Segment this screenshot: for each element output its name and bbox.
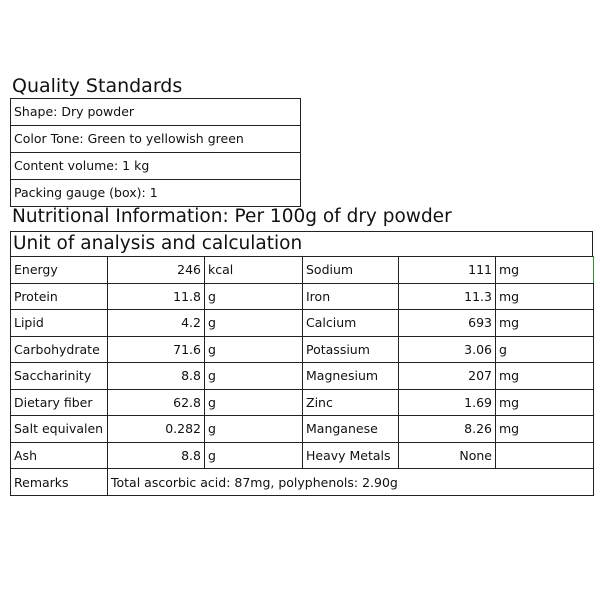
remarks-row bbox=[11, 469, 594, 496]
nutritional-information-title: Nutritional Information: Per 100g of dry powder bbox=[12, 206, 452, 227]
nutrient-value: 8.8 bbox=[108, 363, 205, 390]
nutrient-name: Manganese bbox=[303, 416, 399, 443]
table-row bbox=[11, 283, 594, 310]
remarks-text: Total ascorbic acid: 87mg, polyphenols: 2.90g bbox=[108, 469, 594, 496]
nutrient-name: Potassium bbox=[303, 336, 399, 363]
table-row bbox=[11, 126, 301, 153]
nutrient-unit: kcal bbox=[205, 257, 303, 284]
nutrient-name: Salt equivalen bbox=[11, 416, 108, 443]
nutrient-name: Saccharinity bbox=[11, 363, 108, 390]
table-row bbox=[11, 310, 594, 337]
nutrient-unit: mg bbox=[496, 257, 594, 284]
nutrient-unit: mg bbox=[496, 416, 594, 443]
nutrient-value: 246 bbox=[108, 257, 205, 284]
table-row bbox=[11, 99, 301, 126]
nutrient-value: 207 bbox=[399, 363, 496, 390]
nutrient-name: Magnesium bbox=[303, 363, 399, 390]
quality-color-tone: Color Tone: Green to yellowish green bbox=[11, 126, 301, 153]
nutrient-name: Sodium bbox=[303, 257, 399, 284]
nutrient-value: 62.8 bbox=[108, 389, 205, 416]
nutrient-value: 4.2 bbox=[108, 310, 205, 337]
table-row bbox=[11, 180, 301, 207]
table-row bbox=[11, 416, 594, 443]
nutrient-unit bbox=[496, 442, 594, 469]
table-row bbox=[11, 442, 594, 469]
quality-content-volume: Content volume: 1 kg bbox=[11, 153, 301, 180]
table-row bbox=[11, 336, 594, 363]
nutrient-value: 3.06 bbox=[399, 336, 496, 363]
nutrient-unit: g bbox=[205, 363, 303, 390]
table-row bbox=[11, 257, 594, 284]
quality-shape: Shape: Dry powder bbox=[11, 99, 301, 126]
table-row bbox=[11, 363, 594, 390]
quality-standards-table bbox=[10, 98, 301, 207]
remarks-label: Remarks bbox=[11, 469, 108, 496]
nutrient-unit: mg bbox=[496, 389, 594, 416]
nutrient-value: 693 bbox=[399, 310, 496, 337]
nutrition-table bbox=[10, 256, 594, 496]
nutrient-name: Zinc bbox=[303, 389, 399, 416]
nutrient-value: 11.8 bbox=[108, 283, 205, 310]
nutrient-name: Ash bbox=[11, 442, 108, 469]
nutrient-unit: mg bbox=[496, 363, 594, 390]
nutrient-unit: g bbox=[496, 336, 594, 363]
nutrient-name: Dietary fiber bbox=[11, 389, 108, 416]
nutrient-name: Lipid bbox=[11, 310, 108, 337]
table-row bbox=[11, 389, 594, 416]
nutrient-name: Calcium bbox=[303, 310, 399, 337]
nutrient-value: 11.3 bbox=[399, 283, 496, 310]
nutrient-unit: g bbox=[205, 336, 303, 363]
nutrient-name: Heavy Metals bbox=[303, 442, 399, 469]
nutrient-unit: g bbox=[205, 389, 303, 416]
nutrient-unit: mg bbox=[496, 283, 594, 310]
nutrient-name: Protein bbox=[11, 283, 108, 310]
nutrient-unit: mg bbox=[496, 310, 594, 337]
nutrient-unit: g bbox=[205, 283, 303, 310]
nutrient-value: 1.69 bbox=[399, 389, 496, 416]
nutrient-value: 8.8 bbox=[108, 442, 205, 469]
unit-of-analysis-heading: Unit of analysis and calculation bbox=[10, 231, 593, 257]
nutrient-name: Energy bbox=[11, 257, 108, 284]
nutrient-value: 111 bbox=[399, 257, 496, 284]
nutrient-name: Carbohydrate bbox=[11, 336, 108, 363]
nutrient-unit: g bbox=[205, 442, 303, 469]
nutrient-unit: g bbox=[205, 310, 303, 337]
nutrient-unit: g bbox=[205, 416, 303, 443]
nutrient-value: 0.282 bbox=[108, 416, 205, 443]
nutrient-value: 8.26 bbox=[399, 416, 496, 443]
nutrient-value: 71.6 bbox=[108, 336, 205, 363]
nutrient-value: None bbox=[399, 442, 496, 469]
quality-packing-gauge: Packing gauge (box): 1 bbox=[11, 180, 301, 207]
quality-standards-title: Quality Standards bbox=[12, 75, 183, 97]
nutrient-name: Iron bbox=[303, 283, 399, 310]
table-row bbox=[11, 153, 301, 180]
